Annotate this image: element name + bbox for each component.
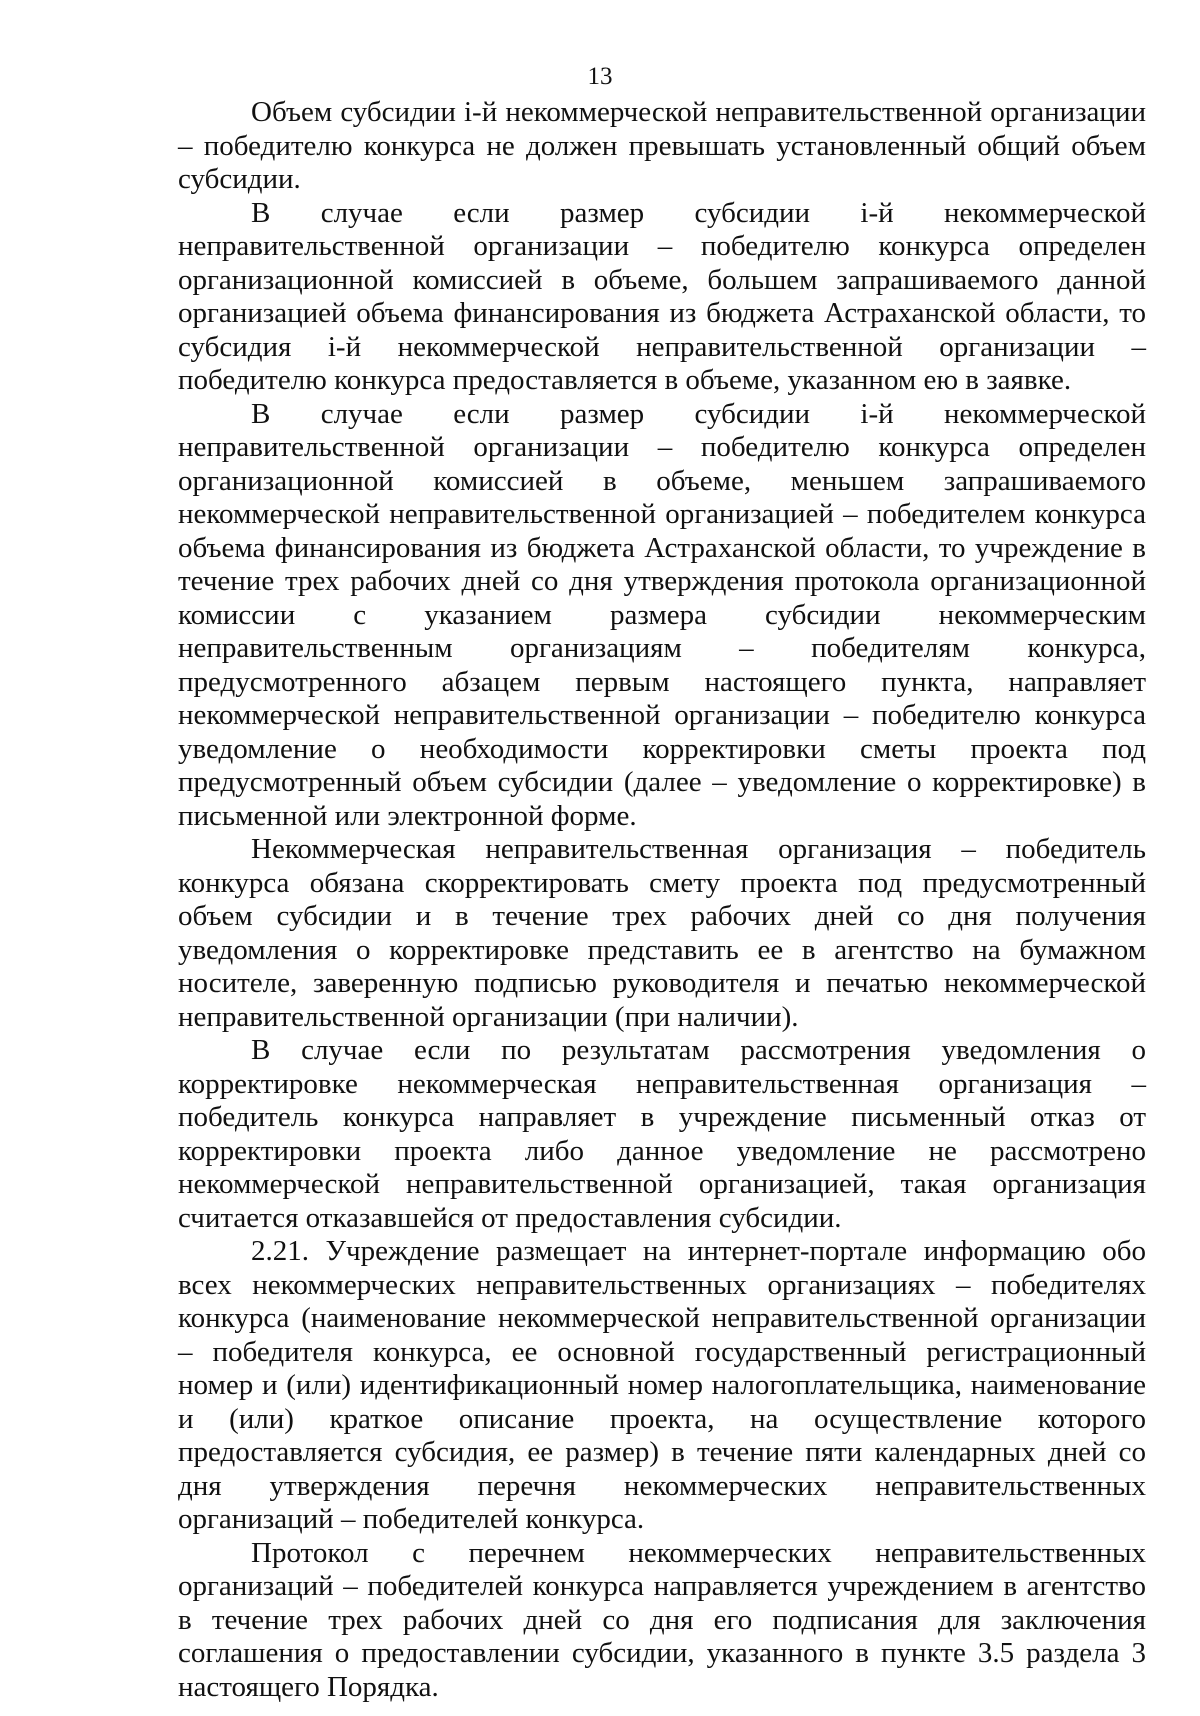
- document-body: [178, 96, 1146, 1704]
- paragraph-protocol: Протокол с перечнем некоммерческих неправительственных организаций – победителей конкурса направляется учреждением в агентство в течение трех рабочих дней со дня его подписания для заключения соглашения о предоставлении субсидии, указанного в пункте 3.5 раздела 3 настоящего Порядка.: [178, 1536, 1146, 1703]
- paragraph-section-2-21: 2.21. Учреждение размещает на интернет-портале информацию обо всех некоммерческих неправительственных организациях – победителях конкурса (наименование некоммерческой неправительственной организации – победителя конкурса, ее основной государственный регистрационный номер и (или) идентификационный номер налогоплательщика, наименование и (или) краткое описание проекта, на осуществление которого предоставляется субсидия, ее размер) в течение пяти календарных дней со дня утверждения перечня некоммерческих неправительственных организаций – победителей конкурса.: [178, 1235, 1146, 1535]
- paragraph-subsidy-smaller: В случае если размер субсидии i-й некоммерческой неправительственной организации – победителю конкурса определен организационной комиссией в объеме, меньшем запрашиваемого некоммерческой неправительственной организацией – победителем конкурса объема финансирования из бюджета Астраханской области, то учреждение в течение трех рабочих дней со дня утверждения протокола организационной комиссии с указанием размера субсидии некоммерческим неправительственным организациям – победителям конкурса, предусмотренного абзацем первым настоящего пункта, направляет некоммерческой неправительственной организации – победителю конкурса уведомление о необходимости корректировки сметы проекта под предусмотренный объем субсидии (далее – уведомление о корректировке) в письменной или электронной форме.: [178, 397, 1146, 832]
- paragraph-subsidy-larger: В случае если размер субсидии i-й некоммерческой неправительственной организации – победителю конкурса определен организационной комиссией в объеме, большем запрашиваемого данной организацией объема финансирования из бюджета Астраханской области, то субсидия i-й некоммерческой неправительственной организации – победителю конкурса предоставляется в объеме, указанном ею в заявке.: [178, 196, 1146, 396]
- paragraph-subsidy-limit: Объем субсидии i-й некоммерческой неправительственной организации – победителю конкурса не должен превышать установленный общий объем субсидии.: [178, 96, 1146, 195]
- paragraph-estimate-correction: Некоммерческая неправительственная организация – победитель конкурса обязана скорректировать смету проекта под предусмотренный объем субсидии и в течение трех рабочих дней со дня получения уведомления о корректировке представить ее в агентство на бумажном носителе, заверенную подписью руководителя и печатью некоммерческой неправительственной организации (при наличии).: [178, 833, 1146, 1033]
- page-number: 13: [587, 63, 613, 90]
- paragraph-correction-refusal: В случае если по результатам рассмотрения уведомления о корректировке некоммерческая неправительственная организация – победитель конкурса направляет в учреждение письменный отказ от корректировки проекта либо данное уведомление не рассмотрено некоммерческой неправительственной организацией, такая организация считается отказавшейся от предоставления субсидии.: [178, 1034, 1146, 1234]
